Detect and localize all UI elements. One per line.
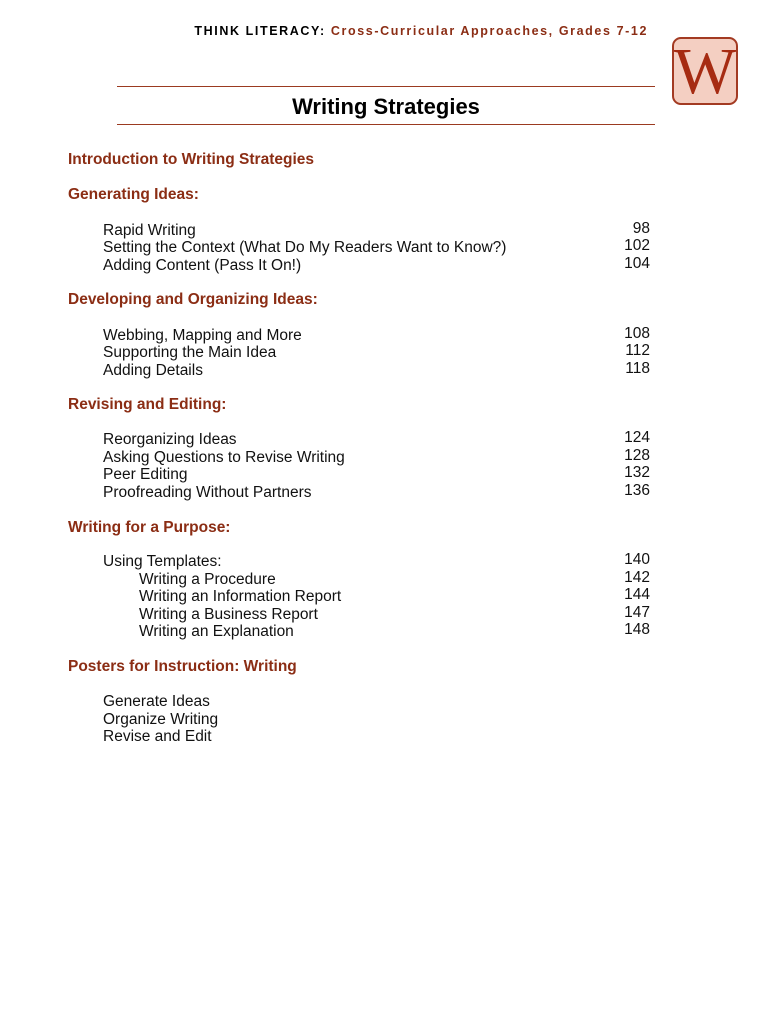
toc-entry-page: 98 — [632, 220, 650, 237]
toc-entry-label: Proofreading Without Partners — [103, 484, 312, 501]
page-title: Writing Strategies — [292, 94, 480, 119]
toc-entry-page: 148 — [624, 621, 650, 638]
toc-entry-label: Organize Writing — [103, 711, 219, 728]
toc-entry-page: 140 — [624, 551, 650, 568]
series-name: THINK LITERACY: — [194, 24, 326, 38]
toc-entry-page: 128 — [624, 447, 650, 464]
title-rule-bottom — [117, 124, 655, 125]
toc-heading-introduction: Introduction to Writing Strategies — [68, 151, 314, 168]
toc-entry-page: 136 — [624, 482, 650, 499]
toc-entry-label: Writing a Procedure — [139, 571, 276, 588]
toc-entry-page: 144 — [624, 586, 650, 603]
toc-entry-label: Writing an Explanation — [139, 623, 294, 640]
series-subtitle: Cross-Curricular Approaches, Grades 7-12 — [330, 24, 648, 38]
toc-entry-label: Webbing, Mapping and More — [103, 327, 302, 344]
toc-entry-page: 147 — [624, 604, 650, 621]
running-header — [194, 24, 648, 38]
toc-entry-label: Using Templates: — [103, 553, 222, 570]
logo-letter: W — [673, 35, 737, 108]
title-rule-top — [117, 86, 655, 87]
toc-entry-page: 112 — [625, 342, 650, 359]
toc-entry-label: Generate Ideas — [103, 693, 210, 710]
toc-entry-label: Rapid Writing — [103, 222, 196, 239]
toc-entry-label: Supporting the Main Idea — [103, 344, 277, 361]
toc-entry-label: Adding Content (Pass It On!) — [103, 257, 302, 274]
toc-heading-writing-for-purpose: Writing for a Purpose: — [68, 519, 231, 536]
toc-entry-page: 108 — [624, 325, 650, 342]
toc-heading-revising-editing: Revising and Editing: — [68, 396, 227, 413]
toc-entry-page: 124 — [624, 429, 650, 446]
toc-entry-label: Peer Editing — [103, 466, 188, 483]
toc-entry-label: Writing an Information Report — [139, 588, 342, 605]
toc-entry-page: 132 — [624, 464, 650, 481]
toc-entry-label: Writing a Business Report — [139, 606, 318, 623]
toc-heading-generating-ideas: Generating Ideas: — [68, 186, 199, 203]
writing-logo-badge — [672, 35, 738, 108]
toc-entry-label: Reorganizing Ideas — [103, 431, 237, 448]
toc-heading-posters: Posters for Instruction: Writing — [68, 658, 297, 675]
toc-entry-label: Asking Questions to Revise Writing — [103, 449, 345, 466]
toc-entry-page: 104 — [624, 255, 650, 272]
toc-entry-label: Setting the Context (What Do My Readers Want to Know?) — [103, 239, 507, 256]
toc-entry-page: 102 — [624, 237, 650, 254]
toc-entry-page: 118 — [625, 360, 650, 377]
toc-entry-page: 142 — [624, 569, 650, 586]
toc-heading-developing-organizing: Developing and Organizing Ideas: — [68, 291, 318, 308]
toc-entry-label: Revise and Edit — [103, 728, 212, 745]
toc-entry-label: Adding Details — [103, 362, 203, 379]
